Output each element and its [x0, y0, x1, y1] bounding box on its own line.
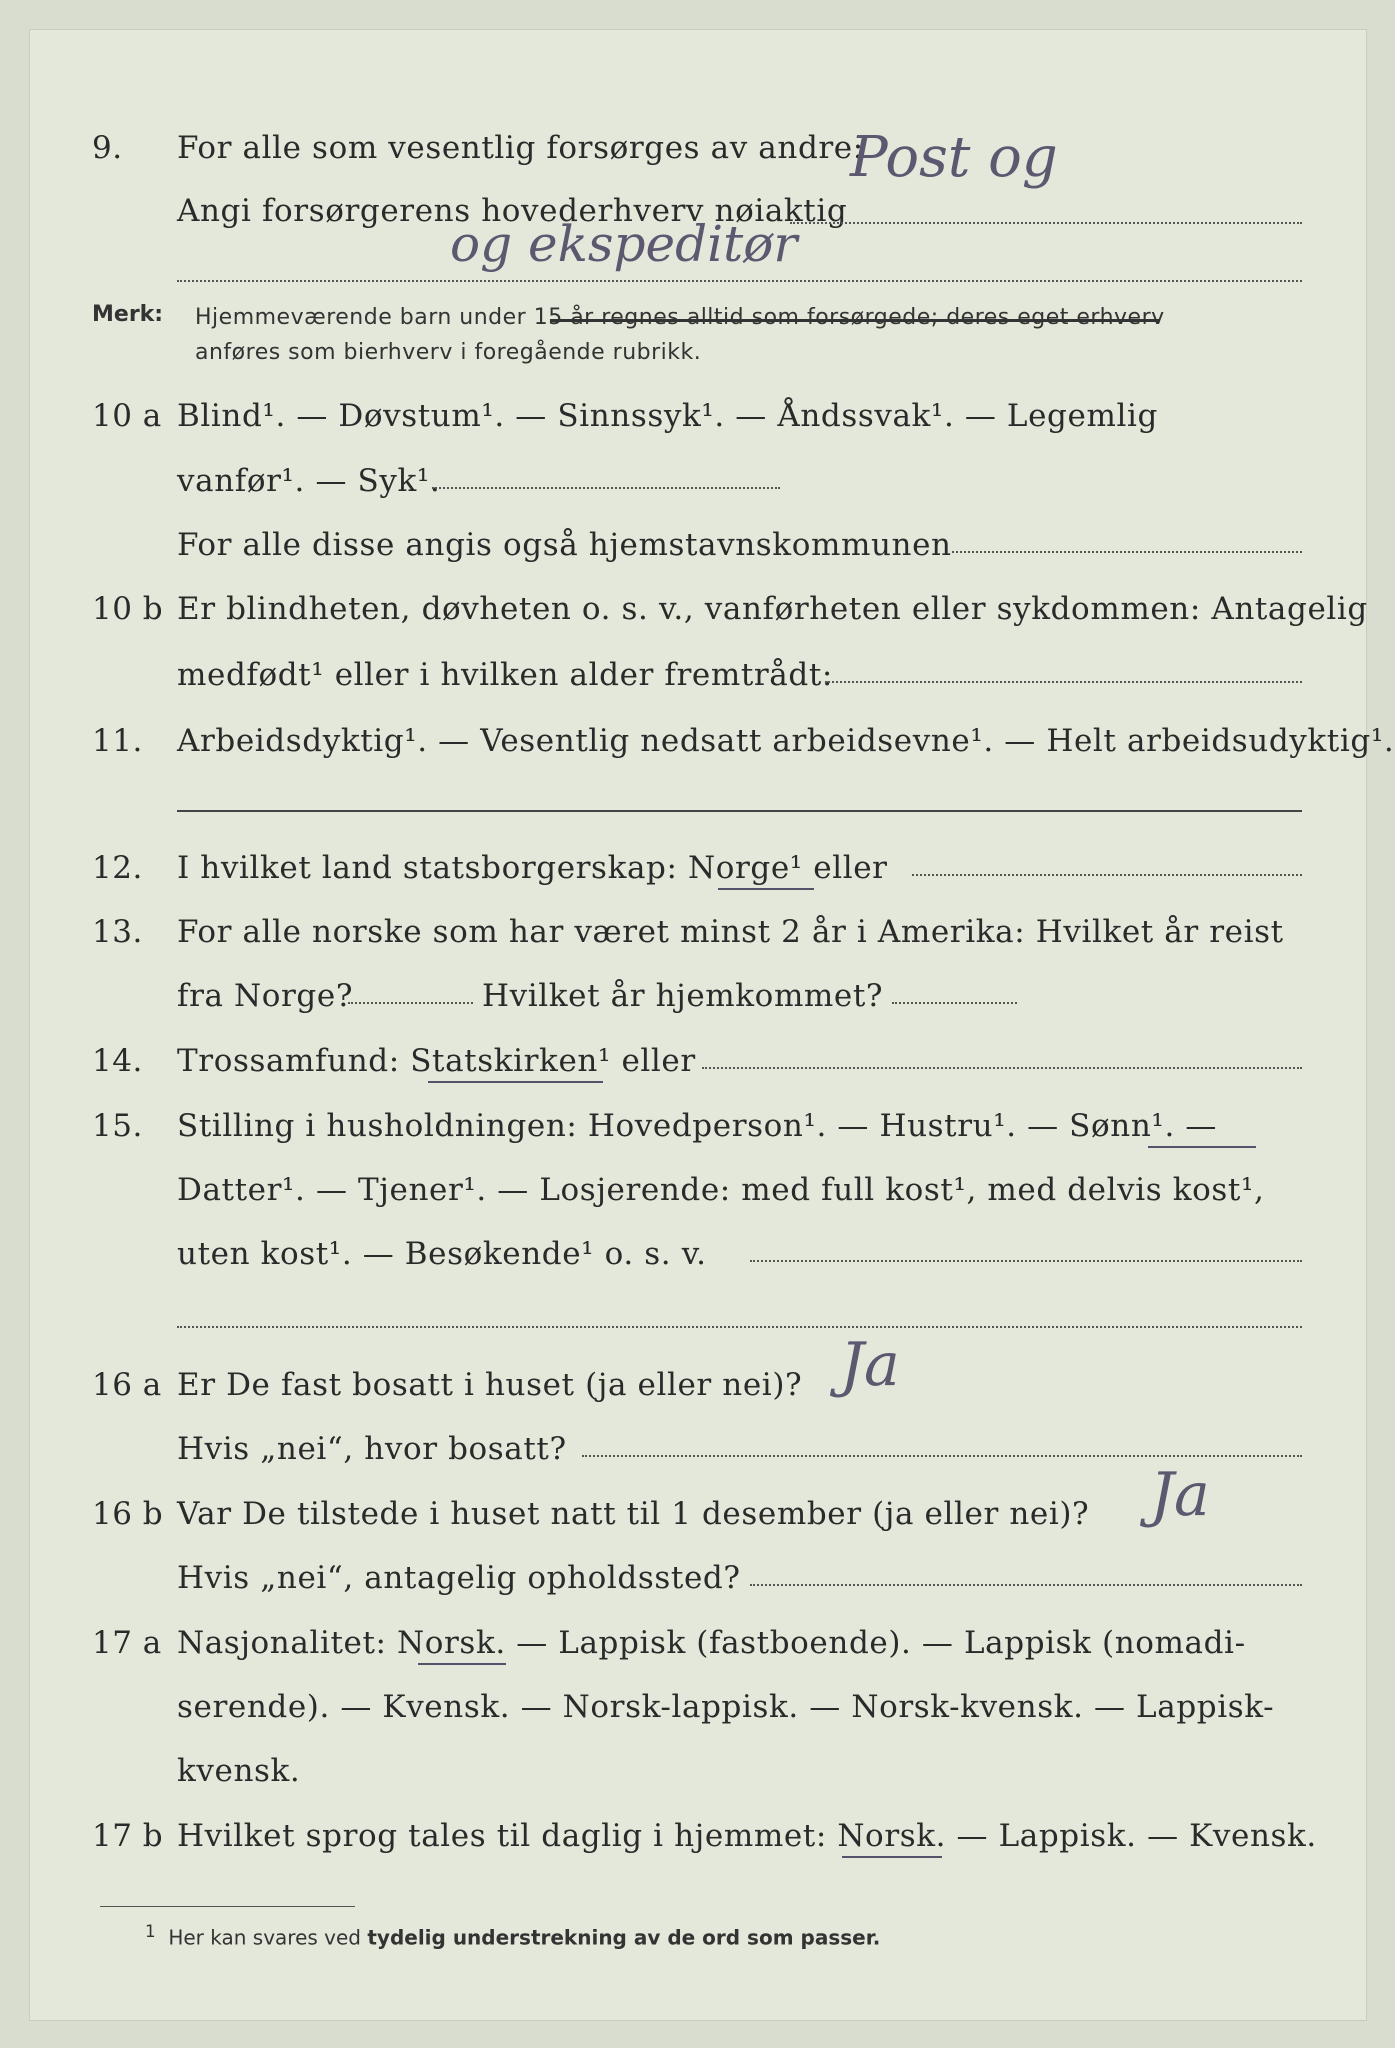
q17a-norsk-underline	[418, 1663, 506, 1665]
note-line-2: anføres som bierhverv i foregående rubrikk.	[195, 340, 702, 365]
footnote-text: Her kan svares ved	[168, 1925, 368, 1950]
q16a-line-1: Er De fast bosatt i huset (ja eller nei)?	[177, 1367, 803, 1403]
q9-handwritten-answer-2: og ekspeditør	[450, 215, 798, 273]
item-number-16b: 16 b	[92, 1496, 164, 1532]
q10b-answer-line	[825, 681, 1302, 683]
note-label: Merk:	[92, 302, 164, 327]
item-number-11: 11.	[92, 723, 143, 759]
item-number-17a: 17 a	[92, 1625, 162, 1661]
census-form-page	[30, 30, 1395, 2020]
item-number-14: 14.	[92, 1043, 143, 1079]
q16a-line-2: Hvis „nei“, hvor bosatt?	[177, 1431, 567, 1467]
q13-answer-line-2	[892, 1002, 1017, 1004]
q12-answer-line	[912, 874, 1302, 876]
footnote-mark: 1	[145, 1922, 156, 1941]
q17a-line-3: kvensk.	[177, 1753, 301, 1789]
q13-line-2a: fra Norge?	[177, 978, 354, 1014]
note-line-1: Hjemmeværende barn under 15 år regnes alltid som forsørgede; deres eget erhverv	[195, 305, 1165, 330]
note-strikethrough	[550, 319, 1160, 322]
q14-statskirken-underline	[428, 1081, 603, 1083]
q12-line-1: I hvilket land statsborgerskap: Norge¹ eller	[177, 850, 888, 886]
q10a-answer-line-1	[432, 487, 780, 489]
q9-line-2: Angi forsørgerens hovederhverv nøiaktig	[177, 193, 848, 229]
q16a-handwritten-answer: Ja	[840, 1330, 900, 1400]
item-number-16a: 16 a	[92, 1367, 162, 1403]
q14-answer-line	[702, 1067, 1302, 1069]
footnote	[145, 1922, 880, 1950]
q10a-line-2: vanfør¹. — Syk¹.	[177, 463, 441, 499]
q11-line-1: Arbeidsdyktig¹. — Vesentlig nedsatt arbeidsevne¹. — Helt arbeidsudyktig¹.	[177, 723, 1395, 759]
q16a-answer-line	[582, 1455, 1302, 1457]
q12-norge-underline	[718, 888, 814, 890]
q9-answer-line-2	[177, 280, 1302, 282]
q17b-line-1: Hvilket sprog tales til daglig i hjemmet: Norsk. — Lappisk. — Kvensk.	[177, 1818, 1317, 1854]
q10a-line-1: Blind¹. — Døvstum¹. — Sinnssyk¹. — Åndssvak¹. — Legemlig	[177, 398, 1158, 434]
q17b-norsk-underline	[842, 1856, 942, 1858]
q16b-handwritten-answer: Ja	[1150, 1460, 1210, 1530]
item-number-10a: 10 a	[92, 398, 162, 434]
q15-answer-line-1	[750, 1260, 1302, 1262]
q14-line-1: Trossamfund: Statskirken¹ eller	[177, 1043, 696, 1079]
footnote-rule	[100, 1906, 355, 1907]
q9-line-1: For alle som vesentlig forsørges av andre:	[177, 130, 864, 166]
q17a-line-1: Nasjonalitet: Norsk. — Lappisk (fastboende). — Lappisk (nomadi-	[177, 1625, 1246, 1661]
q17a-line-2: serende). — Kvensk. — Norsk-lappisk. — Norsk-kvensk. — Lappisk-	[177, 1689, 1275, 1725]
q15-line-3: uten kost¹. — Besøkende¹ o. s. v.	[177, 1236, 707, 1272]
q16b-line-2: Hvis „nei“, antagelig opholdssted?	[177, 1560, 741, 1596]
q10b-line-1: Er blindheten, døvheten o. s. v., vanførheten eller sykdommen: Antagelig	[177, 591, 1368, 627]
q13-answer-line-1	[348, 1002, 473, 1004]
q9-answer-line-1	[790, 222, 1302, 224]
q15-line-2: Datter¹. — Tjener¹. — Losjerende: med full kost¹, med delvis kost¹,	[177, 1172, 1265, 1208]
q13-line-1: For alle norske som har været minst 2 år i Amerika: Hvilket år reist	[177, 914, 1284, 950]
item-number-15: 15.	[92, 1108, 143, 1144]
q15-line-1: Stilling i husholdningen: Hovedperson¹. — Hustru¹. — Sønn¹. —	[177, 1108, 1217, 1144]
q16b-answer-line	[750, 1584, 1302, 1586]
q10a-line-3: For alle disse angis også hjemstavnskommunen	[177, 527, 952, 563]
q16b-line-1: Var De tilstede i huset natt til 1 desember (ja eller nei)?	[177, 1496, 1090, 1532]
item-number-13: 13.	[92, 914, 143, 950]
item-number-10b: 10 b	[92, 591, 164, 627]
q15-answer-line-2	[177, 1326, 1302, 1328]
footnote-text-bold: tydelig understrekning av de ord som passer.	[367, 1925, 881, 1950]
item-number-9: 9.	[92, 130, 123, 166]
item-number-12: 12.	[92, 850, 143, 886]
item-number-17b: 17 b	[92, 1818, 164, 1854]
q15-sonn-underline	[1148, 1146, 1256, 1148]
q9-handwritten-answer-1: Post og	[850, 125, 1058, 190]
q11-answer-line	[177, 810, 1302, 812]
q10b-line-2: medfødt¹ eller i hvilken alder fremtrådt:	[177, 657, 833, 693]
q13-line-2b: Hvilket år hjemkommet?	[482, 978, 884, 1014]
q10a-answer-line-2	[952, 551, 1302, 553]
